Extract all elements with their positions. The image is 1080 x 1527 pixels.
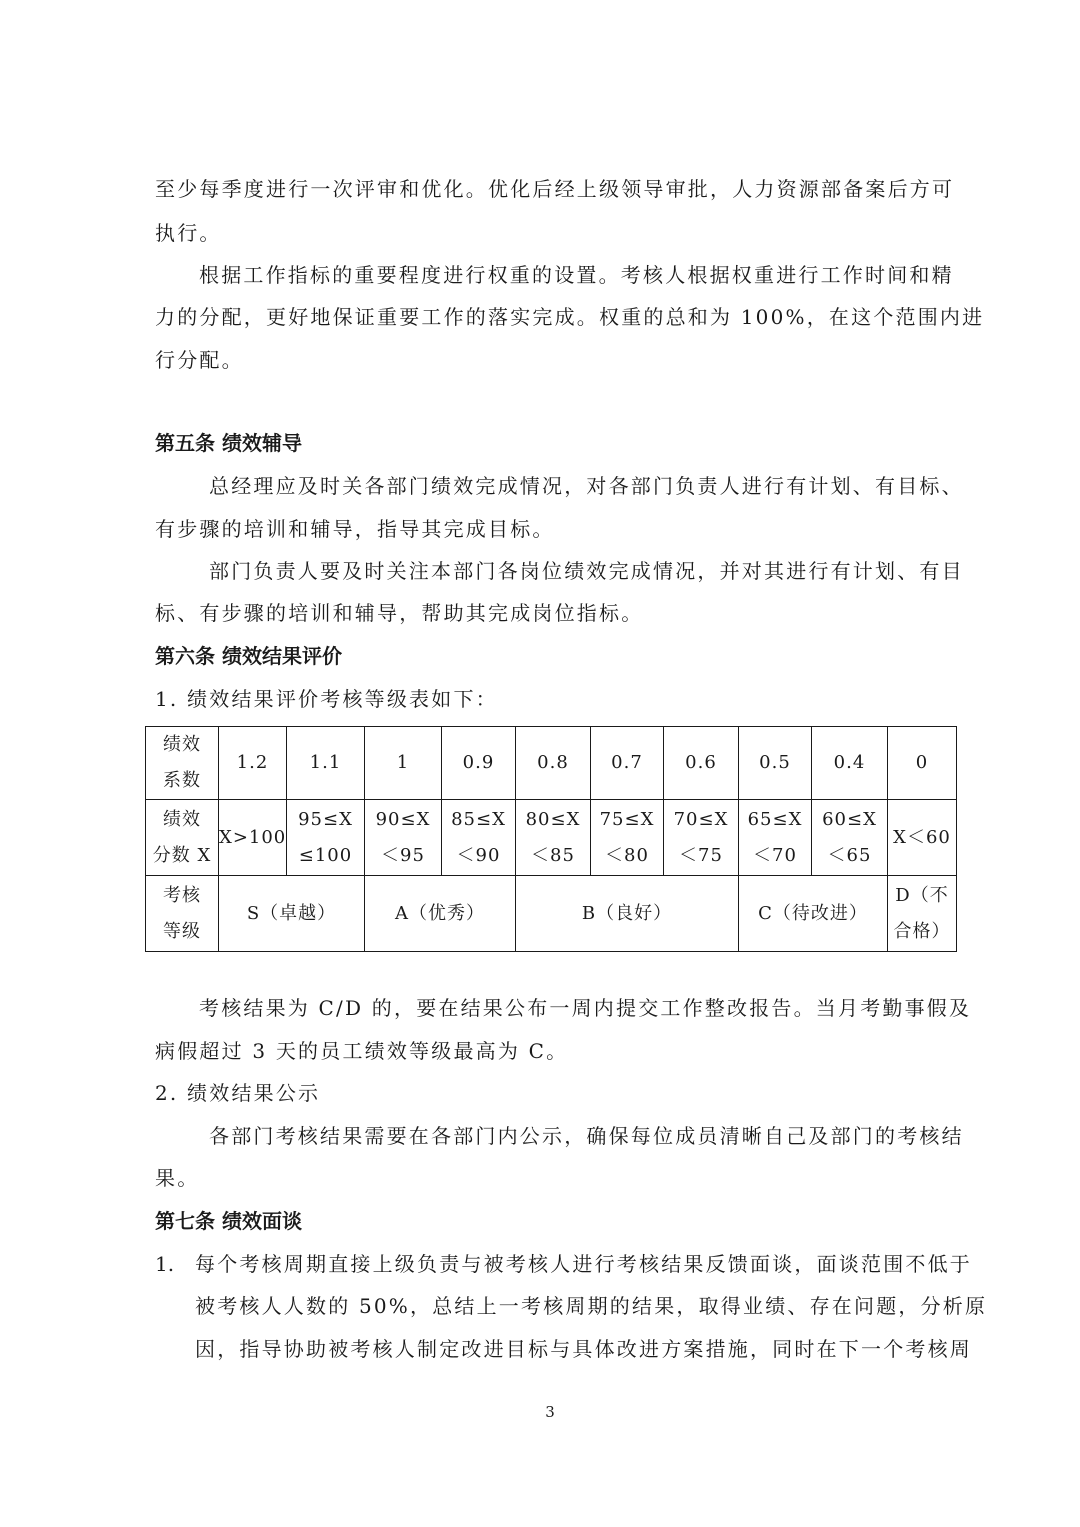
row-header-coefficient: 绩效 系数 xyxy=(146,727,219,800)
row-header-score: 绩效 分数 X xyxy=(146,800,219,876)
paragraph-line: 因，指导协助被考核人制定改进目标与具体改进方案措施，同时在下一个考核周 xyxy=(195,1337,972,1361)
article5-heading: 第五条 绩效辅导 xyxy=(155,431,302,455)
paragraph-line: 至少每季度进行一次评审和优化。优化后经上级领导审批，人力资源部备案后方可 xyxy=(155,177,955,201)
paragraph-line: 被考核人人数的 50%，总结上一考核周期的结果，取得业绩、存在问题，分析原 xyxy=(195,1294,988,1318)
paragraph-line: 果。 xyxy=(155,1166,200,1190)
score-cell: 80≤X ＜85 xyxy=(516,800,591,876)
paragraph-line: 各部门考核结果需要在各部门内公示，确保每位成员清晰自己及部门的考核结 xyxy=(209,1124,964,1148)
table-row xyxy=(146,727,957,800)
coefficient-cell: 0.6 xyxy=(664,727,739,800)
grade-cell-a: A（优秀） xyxy=(365,876,516,952)
list-number: 1. xyxy=(155,1252,175,1276)
grade-table xyxy=(145,726,957,952)
coefficient-cell: 1 xyxy=(365,727,442,800)
list-item: 1. 绩效结果评价考核等级表如下： xyxy=(155,687,498,711)
score-cell: X>100 xyxy=(219,800,287,876)
page-number: 3 xyxy=(545,1403,555,1421)
score-cell: 95≤X ≤100 xyxy=(287,800,365,876)
paragraph-line: 行分配。 xyxy=(155,348,244,372)
paragraph-line: 执行。 xyxy=(155,221,222,245)
paragraph-line: 病假超过 3 天的员工绩效等级最高为 C。 xyxy=(155,1039,569,1063)
score-cell: X＜60 xyxy=(888,800,957,876)
coefficient-cell: 0.8 xyxy=(516,727,591,800)
coefficient-cell: 0.5 xyxy=(739,727,812,800)
coefficient-cell: 1.2 xyxy=(219,727,287,800)
score-cell: 65≤X ＜70 xyxy=(739,800,812,876)
coefficient-cell: 0.4 xyxy=(812,727,888,800)
paragraph-line: 标、有步骤的培训和辅导，帮助其完成岗位指标。 xyxy=(155,601,644,625)
coefficient-cell: 1.1 xyxy=(287,727,365,800)
table-row xyxy=(146,876,957,952)
paragraph-line: 力的分配，更好地保证重要工作的落实完成。权重的总和为 100%，在这个范围内进 xyxy=(155,305,985,329)
score-cell: 90≤X ＜95 xyxy=(365,800,442,876)
coefficient-cell: 0.7 xyxy=(591,727,664,800)
article7-heading: 第七条 绩效面谈 xyxy=(155,1209,302,1233)
grade-cell-d: D（不 合格） xyxy=(888,876,957,952)
grade-cell-c: C（待改进） xyxy=(739,876,888,952)
paragraph-line: 总经理应及时关各部门绩效完成情况，对各部门负责人进行有计划、有目标、 xyxy=(209,474,964,498)
score-cell: 75≤X ＜80 xyxy=(591,800,664,876)
coefficient-cell: 0 xyxy=(888,727,957,800)
row-header-grade: 考核 等级 xyxy=(146,876,219,952)
paragraph-line: 有步骤的培训和辅导，指导其完成目标。 xyxy=(155,517,555,541)
score-cell: 60≤X ＜65 xyxy=(812,800,888,876)
grade-cell-s: S（卓越） xyxy=(219,876,365,952)
article6-heading: 第六条 绩效结果评价 xyxy=(155,644,342,668)
paragraph-line: 考核结果为 C/D 的，要在结果公布一周内提交工作整改报告。当月考勤事假及 xyxy=(199,996,972,1020)
grade-cell-b: B（良好） xyxy=(516,876,739,952)
score-cell: 85≤X ＜90 xyxy=(442,800,516,876)
table-row xyxy=(146,800,957,876)
paragraph-line: 每个考核周期直接上级负责与被考核人进行考核结果反馈面谈，面谈范围不低于 xyxy=(195,1252,972,1276)
list-item: 2. 绩效结果公示 xyxy=(155,1081,321,1105)
coefficient-cell: 0.9 xyxy=(442,727,516,800)
paragraph-line: 部门负责人要及时关注本部门各岗位绩效完成情况，并对其进行有计划、有目 xyxy=(209,559,964,583)
score-cell: 70≤X ＜75 xyxy=(664,800,739,876)
paragraph-line: 根据工作指标的重要程度进行权重的设置。考核人根据权重进行工作时间和精 xyxy=(199,263,954,287)
